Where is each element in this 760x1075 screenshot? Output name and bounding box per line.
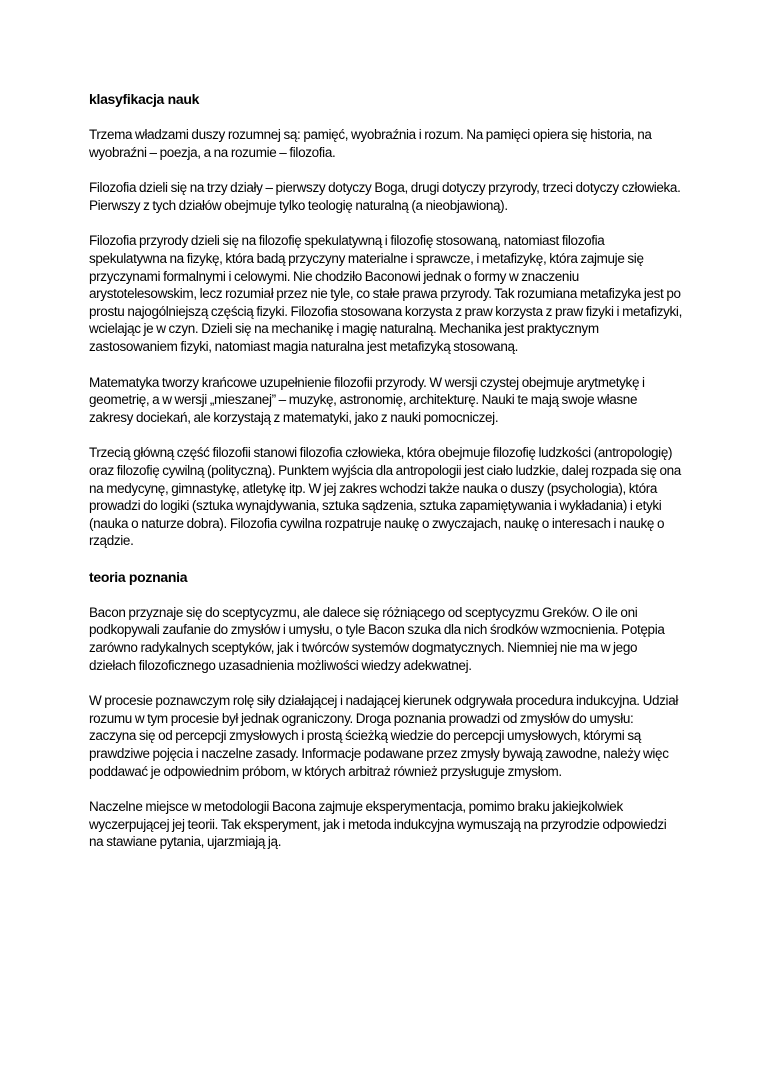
document-page bbox=[89, 90, 683, 869]
paragraph: Bacon przyznaje się do sceptycyzmu, ale dalece się różniącego od sceptycyzmu Greków. O ile oni podkopywali zaufanie do zmysłów i umysłu, o tyle Bacon szuka dla nich środków wzmocnienia. Potępia zarówno radykalnych sceptyków, jak i twórców systemów dogmatycznych. Niemniej nie ma w jego dziełach filozoficznego uzasadnienia możliwości wiedzy adekwatnej. bbox=[89, 604, 665, 673]
paragraph: W procesie poznawczym rolę siły działającej i nadającej kierunek odgrywała procedura indukcyjna. Udział rozumu w tym procesie był jednak ograniczony. Droga poznania prowadzi od zmysłów do umysłu: zaczyna się od percepcji zmysłowych i prostą ścieżką wiedzie do percepcji umysłowych, którymi są prawdziwe pojęcia i naczelne zasady. Informacje podawane przez zmysły bywają zawodne, należy więc poddawać je odpowiednim próbom, w których arbitraż również przysługuje zmysłom. bbox=[89, 693, 679, 779]
paragraph: Filozofia dzieli się na trzy działy – pierwszy dotyczy Boga, drugi dotyczy przyrody, trzeci dotyczy człowieka. Pierwszy z tych działów obejmuje tylko teologię naturalną (a nieobjawioną). bbox=[89, 180, 681, 213]
paragraph: Trzecią główną część filozofii stanowi filozofia człowieka, która obejmuje filozofię ludzkości (antropologię) oraz filozofię cywilną (polityczną). Punktem wyjścia dla antropologii jest ciało ludzkie, dalej rozpada się ona na medycynę, gimnastykę, atletykę itp. W jej zakres wchodzi także nauka o duszy (psychologia), która prowadzi do logiki (sztuka wynajdywania, sztuka sądzenia, sztuka zapamiętywania i wykładania) i etyki (nauka o naturze dobra). Filozofia cywilna rozpatruje naukę o zwyczajach, naukę o interesach i naukę o rządzie. bbox=[89, 445, 681, 549]
paragraph: Naczelne miejsce w metodologii Bacona zajmuje eksperymentacja, pomimo braku jakiejkolwiek wyczerpującej jej teorii. Tak eksperyment, jak i metoda indukcyjna wymuszają na przyrodzie odpowiedzi na stawiane pytania, ujarzmiają ją. bbox=[89, 799, 667, 850]
paragraph: Matematyka tworzy krańcowe uzupełnienie filozofii przyrody. W wersji czystej obejmuje arytmetykę i geometrię, a w wersji „mieszanej” – muzykę, astronomię, architekturę. Nauki te mają swoje własne zakresy dociekań, ale korzystają z matematyki, jako z nauki pomocniczej. bbox=[89, 374, 645, 425]
section-heading-klasyfikacja: klasyfikacja nauk bbox=[89, 91, 200, 107]
section-heading-teoria-poznania: teoria poznania bbox=[89, 568, 188, 585]
paragraph: Filozofia przyrody dzieli się na filozofię spekulatywną i filozofię stosowaną, natomiast filozofia spekulatywna na fizykę, która badą przyczyny materialne i sprawcze, i metafizykę, która zajmuje się przyczynami formalnymi i celowymi. Nie chodziło Baconowi jednak o formy w znaczeniu arystotelesowskim, lecz rozumiał przez nie tyle, co stałe prawa przyrody. Tak rozumiana metafizyka jest po prostu najogólniejszą częścią fizyki. Filozofia stosowana korzysta z praw korzysta z praw fizyki i metafizyki, wcielając je w czyn. Dzieli się na mechanikę i magię naturalną. Mechanika jest praktycznym zastosowaniem fizyki, natomiast magia naturalna jest metafizyką stosowaną. bbox=[89, 233, 682, 354]
paragraph: Trzema władzami duszy rozumnej są: pamięć, wyobraźnia i rozum. Na pamięci opiera się historia, na wyobraźni – poezja, a na rozumie – filozofia. bbox=[89, 127, 652, 160]
